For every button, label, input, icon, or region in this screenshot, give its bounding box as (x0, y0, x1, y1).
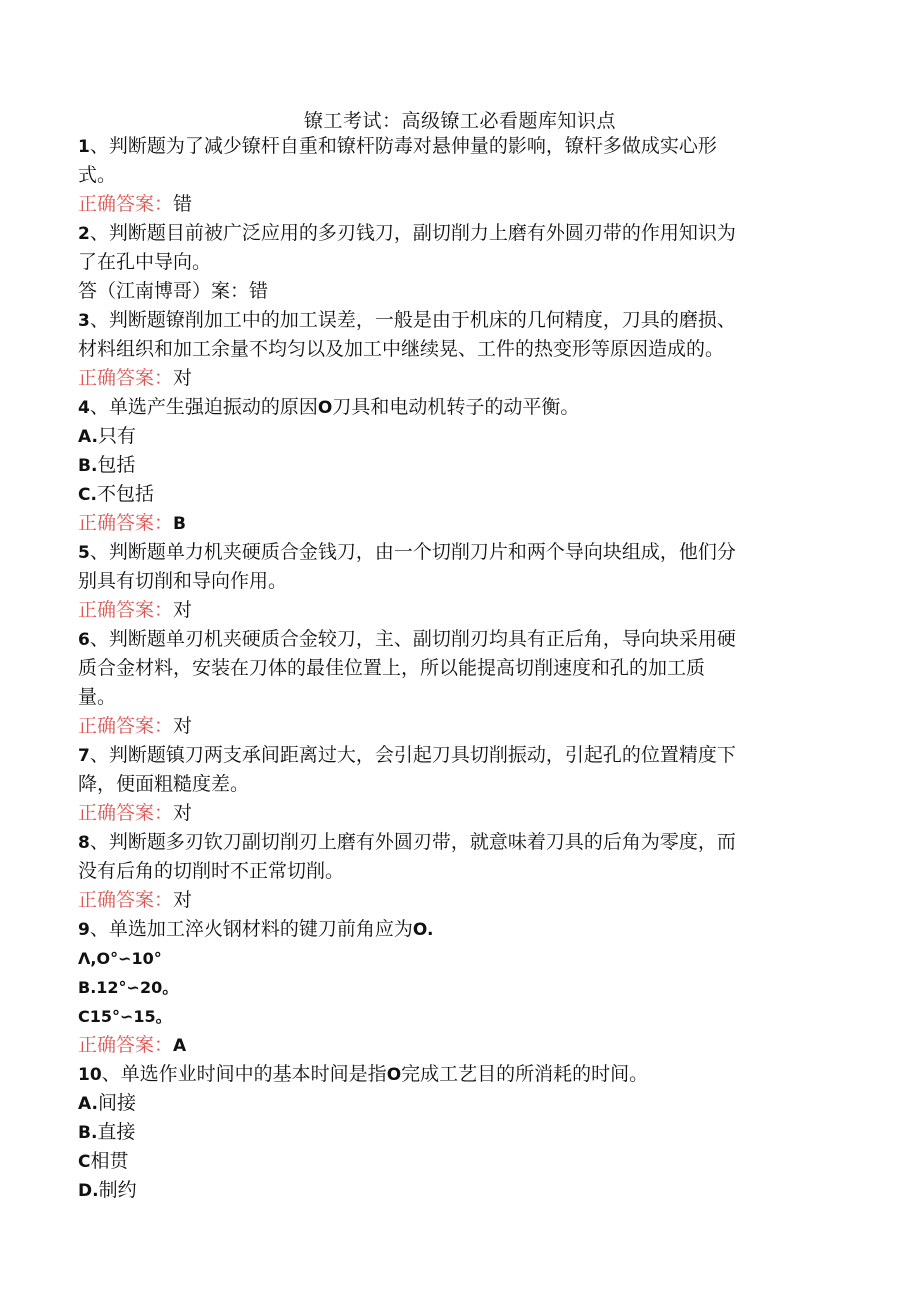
question-2-answer (78, 277, 838, 306)
question-text: 没有后角的切削时不正常切削。 (78, 860, 345, 882)
option-key: B. (78, 1123, 98, 1143)
question-2-line-2 (78, 248, 838, 277)
question-3-line-1 (78, 306, 838, 335)
option-text: 包括 (97, 454, 136, 476)
answer-value: 对 (173, 367, 193, 389)
answer-value: 对 (173, 715, 193, 737)
question-10-line-1 (78, 1060, 838, 1089)
question-6-line-1 (78, 625, 838, 654)
option-text: Λ,O°∽10° (78, 949, 162, 968)
option-text: C15°∽15。 (78, 1007, 172, 1026)
question-1-answer (78, 190, 838, 219)
question-number: 3 (78, 311, 90, 331)
blank-marker: O (317, 398, 333, 418)
option-text: 间接 (97, 1092, 136, 1114)
question-number: 5 (78, 543, 90, 563)
option-d (78, 1176, 838, 1205)
question-text: 、判断题多刃钦刀副切削刃上磨有外圆刃带，就意味着刀具的后角为零度，而 (89, 831, 736, 853)
question-text: 别具有切削和导向作用。 (78, 570, 288, 592)
question-list (78, 132, 838, 1205)
option-key: A. (78, 1094, 98, 1114)
question-4-answer (78, 509, 838, 538)
option-key: A. (78, 427, 98, 447)
question-7-answer (78, 799, 838, 828)
question-8-line-1 (78, 828, 838, 857)
question-4-line-1 (78, 393, 838, 422)
document-title: 镣工考试：高级镣工必看题库知识点 (303, 110, 616, 132)
question-text: 、判断题镇刀两支承间距离过大，会引起刀具切削振动，引起孔的位置精度下 (89, 744, 736, 766)
question-text: 材料组织和加工余量不均匀以及加工中继续晃、工件的热变形等原因造成的。 (78, 338, 725, 360)
question-text: 质合金材料，安装在刀体的最佳位置上，所以能提高切削速度和孔的加工质 (78, 657, 706, 679)
question-text: 量。 (78, 686, 117, 708)
question-6-line-3 (78, 683, 838, 712)
question-8-line-2 (78, 857, 838, 886)
question-text: 、判断题镣削加工中的加工误差，一般是由于机床的几何精度，刀具的磨损、 (89, 309, 736, 331)
question-6-line-2 (78, 654, 838, 683)
answer-label: 正确答案： (78, 512, 174, 534)
option-b (78, 451, 838, 480)
question-text: 降，便面粗糙度差。 (78, 773, 250, 795)
question-5-answer (78, 596, 838, 625)
question-number: 9 (78, 920, 90, 940)
question-6-answer (78, 712, 838, 741)
option-text: 只有 (97, 425, 136, 447)
answer-value: 错 (173, 193, 193, 215)
question-text: 、单选作业时间中的基本时间是指 (101, 1063, 387, 1085)
answer-line: 答（江南博哥）案：错 (78, 280, 269, 302)
question-7-line-1 (78, 741, 838, 770)
question-number: 7 (78, 746, 90, 766)
question-text: 、判断题目前被广泛应用的多刃钱刀，副切削力上磨有外圆刃带的作用知识为 (89, 222, 736, 244)
question-text: 、单选产生强迫振动的原因 (89, 396, 318, 418)
option-key: B. (78, 456, 98, 476)
answer-label: 正确答案： (78, 193, 174, 215)
question-3-line-2 (78, 335, 838, 364)
question-text: 式。 (78, 164, 117, 186)
answer-value: 对 (173, 802, 193, 824)
question-number: 10 (78, 1065, 102, 1085)
option-key: C. (78, 485, 97, 505)
option-text: 制约 (98, 1179, 137, 1201)
option-a (78, 1089, 838, 1118)
question-1-line-1 (78, 132, 838, 161)
blank-marker: O. (412, 920, 434, 940)
answer-value: A (173, 1036, 187, 1056)
answer-label: 正确答案： (78, 715, 174, 737)
answer-value: 对 (173, 599, 193, 621)
question-text: 了在孔中导向。 (78, 251, 212, 273)
blank-marker: O (386, 1065, 402, 1085)
option-text: B.12°∽20。 (78, 978, 179, 997)
question-text: 、判断题单刃机夹硬质合金较刀，主、副切削刃均具有正后角，导向块采用硬 (89, 628, 736, 650)
option-text: 直接 (97, 1121, 136, 1143)
answer-label: 正确答案： (78, 599, 174, 621)
answer-label: 正确答案： (78, 367, 174, 389)
question-7-line-2 (78, 770, 838, 799)
option-text: 相贯 (90, 1150, 129, 1172)
question-number: 1 (78, 137, 90, 157)
question-text: 、单选加工淬火钢材料的键刀前角应为 (89, 918, 413, 940)
question-text: 、判断题单力机夹硬质合金钱刀，由一个切削刀片和两个导向块组成，他们分 (89, 541, 736, 563)
answer-value: B (173, 514, 186, 534)
question-text: 、判断题为了减少镣杆自重和镣杆防毒对悬伸量的影响，镣杆多做成实心形 (89, 135, 717, 157)
question-1-line-2 (78, 161, 838, 190)
answer-value: 对 (173, 889, 193, 911)
question-text: 完成工艺目的所消耗的时间。 (401, 1063, 649, 1085)
answer-label: 正确答案： (78, 1034, 174, 1056)
option-text: 不包括 (96, 483, 154, 505)
question-9-line-1 (78, 915, 838, 944)
question-text: 刀具和电动机转子的动平衡。 (332, 396, 580, 418)
option-b (78, 1118, 838, 1147)
question-8-answer (78, 886, 838, 915)
question-number: 2 (78, 224, 90, 244)
option-a (78, 422, 838, 451)
option-key: D. (78, 1181, 99, 1201)
question-2-line-1 (78, 219, 838, 248)
question-5-line-1 (78, 538, 838, 567)
answer-label: 正确答案： (78, 802, 174, 824)
question-3-answer (78, 364, 838, 393)
option-a (78, 944, 838, 973)
option-b (78, 973, 838, 1002)
question-number: 6 (78, 630, 90, 650)
answer-label: 正确答案： (78, 889, 174, 911)
question-number: 8 (78, 833, 90, 853)
option-c (78, 480, 838, 509)
question-number: 4 (78, 398, 90, 418)
question-9-answer (78, 1031, 838, 1060)
option-key: C (78, 1152, 91, 1172)
question-5-line-2 (78, 567, 838, 596)
option-c (78, 1002, 838, 1031)
option-c (78, 1147, 838, 1176)
